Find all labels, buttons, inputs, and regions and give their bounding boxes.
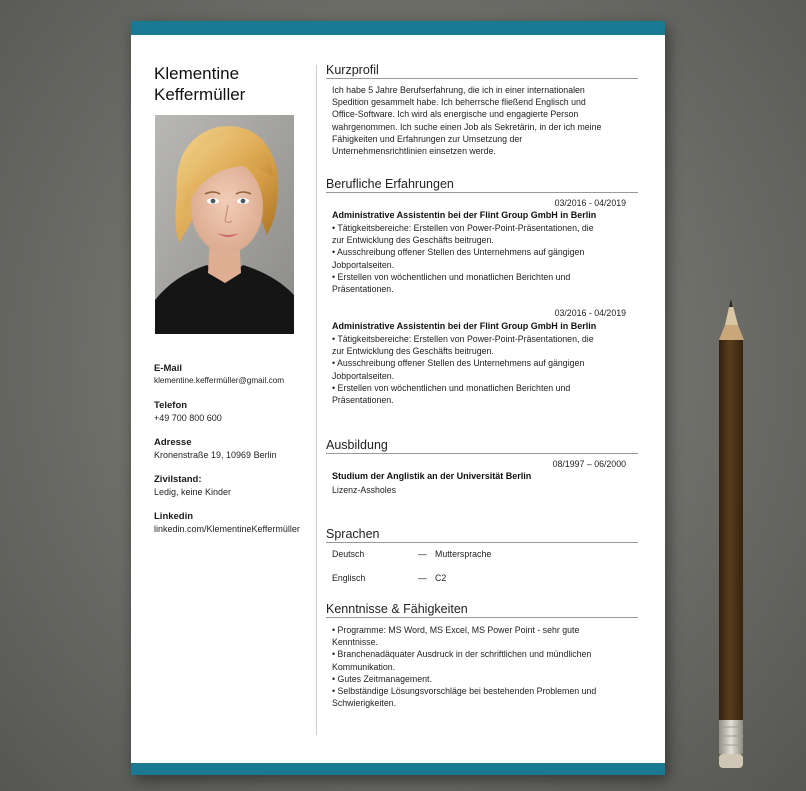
civil-status-label: Zivilstand: (154, 474, 202, 485)
language-level: C2 (435, 573, 447, 583)
address-label: Adresse (154, 437, 192, 448)
education-degree: Studium der Anglistik an der Universität Berlin (332, 471, 532, 481)
address-value: Kronenstraße 19, 10969 Berlin (154, 450, 277, 460)
skills-heading: Kenntnisse & Fähigkeiten (326, 602, 638, 618)
summary-text: Ich habe 5 Jahre Berufserfahrung, die ich in einer internationalen Spedition gesammelt habe. Ich beherrsche fließend Englisch und Office-Software. Ich wird als energische und engagierte Person wahrgenommen. Ich suche einen Job als Sekretärin, in der ich meine Fähigkeiten und Erfahrungen zur Umsetzung der Unternehmensrichtlinien einsetzen werde. (332, 85, 602, 157)
job-description: • Tätigkeitsbereiche: Erstellen von Power-Point-Präsentationen, die zur Entwicklung des Geschäfts beitrugen. • Ausschreibung offener Stellen des Unternehmens auf gängigen Jobportalseiten. • Erstellen von wöchentlichen und monatlichen Berichten und Präsentationen. (332, 334, 594, 406)
experience-heading: Berufliche Erfahrungen (326, 177, 638, 193)
civil-status-value: Ledig, keine Kinder (154, 487, 232, 497)
phone-value: +49 700 800 600 (154, 413, 222, 423)
phone-label: Telefon (154, 400, 188, 411)
education-date: 08/1997 – 06/2000 (552, 459, 626, 469)
job-title: Administrative Assistentin bei der Flint Group GmbH in Berlin (332, 210, 597, 220)
email-label: E-Mail (154, 363, 182, 374)
job-date: 03/2016 - 04/2019 (554, 198, 626, 208)
language-level: Muttersprache (435, 549, 492, 559)
language-separator: — (418, 549, 427, 559)
languages-heading: Sprachen (326, 527, 638, 543)
candidate-name: Klementine Keffermüller (154, 64, 246, 104)
job-title: Administrative Assistentin bei der Flint Group GmbH in Berlin (332, 321, 597, 331)
language-name: Deutsch (332, 549, 365, 559)
email-value: klementine.keffermüller@gmail.com (154, 376, 285, 385)
job-date: 03/2016 - 04/2019 (554, 308, 626, 318)
skills-list: • Programme: MS Word, MS Excel, MS Power Point - sehr gute Kenntnisse. • Branchenadäquater Ausdruck in der schriftlichen und mündlichen Kommunikation. • Gutes Zeitmanagement. • Selbständige Lösungsvorschläge bei bestehenden Problemen und Schwierigkeiten. (332, 625, 597, 709)
job-description: • Tätigkeitsbereiche: Erstellen von Power-Point-Präsentationen, die zur Entwicklung des Geschäfts beitrugen. • Ausschreibung offener Stellen des Unternehmens auf gängigen Jobportalseiten. • Erstellen von wöchentlichen und monatlichen Berichten und Präsentationen. (332, 223, 594, 295)
language-name: Englisch (332, 573, 366, 583)
linkedin-label: Linkedin (154, 511, 194, 522)
language-separator: — (418, 573, 427, 583)
summary-heading: Kurzprofil (326, 63, 638, 79)
education-detail: Lizenz-Assholes (332, 485, 397, 495)
education-heading: Ausbildung (326, 438, 638, 454)
linkedin-value: linkedin.com/KlementineKeffermüller (154, 524, 300, 534)
